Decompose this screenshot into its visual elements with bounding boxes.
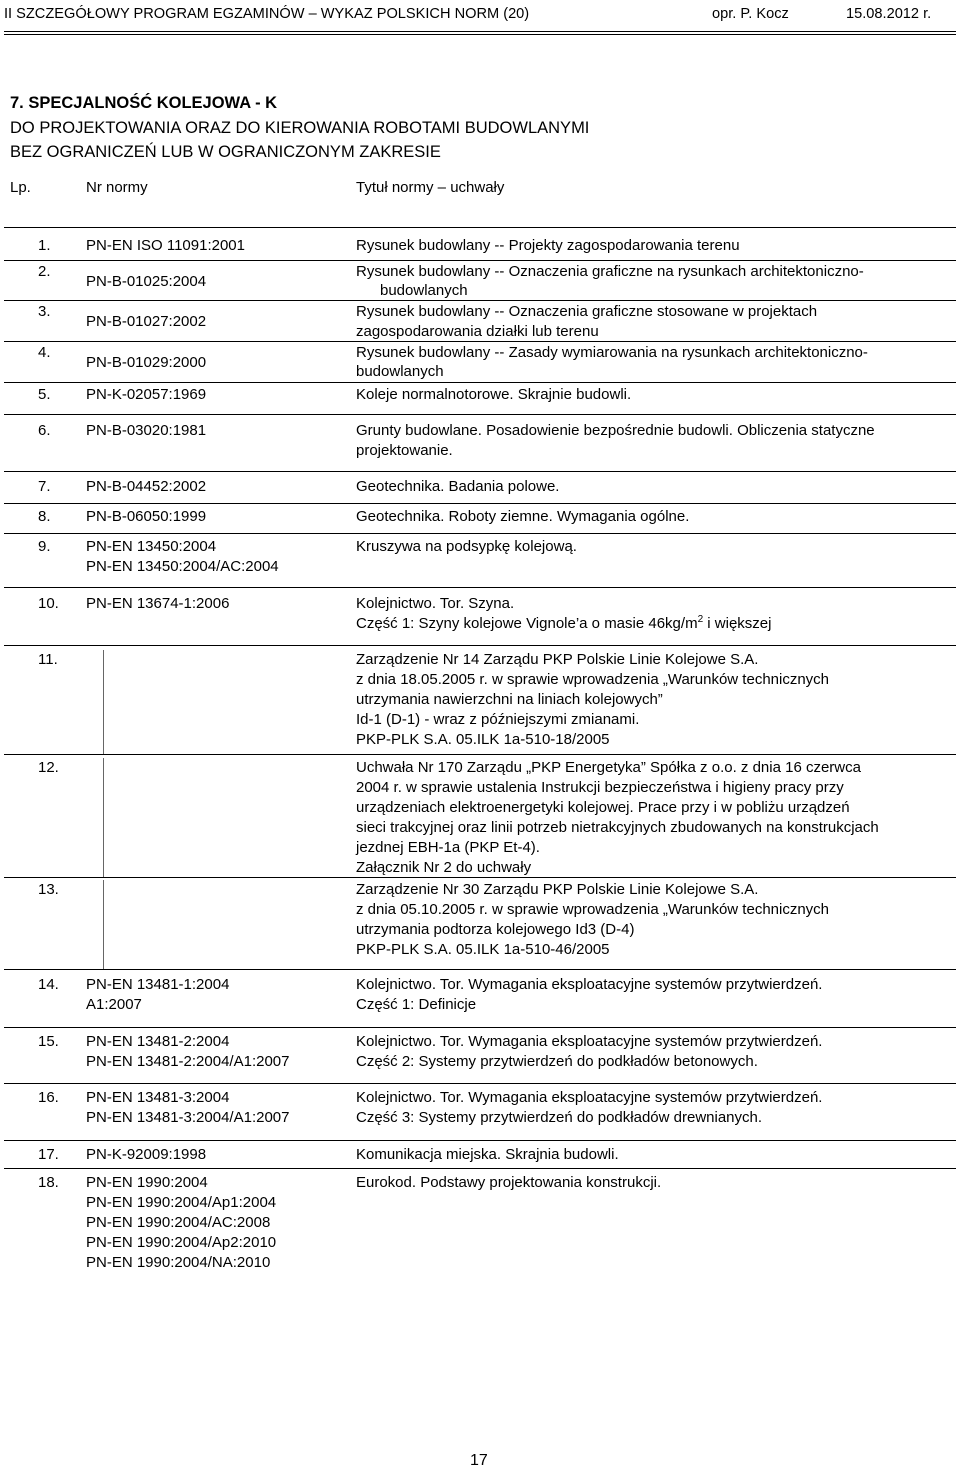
row-number: 18.	[38, 1174, 59, 1191]
section-heading	[10, 91, 589, 165]
norm-title-cont: budowlanych	[356, 363, 444, 380]
norm-number-cont: PN-EN 13481-3:2004/A1:2007	[86, 1109, 290, 1126]
header-rule	[4, 31, 956, 32]
row-number: 13.	[38, 881, 59, 898]
norm-title: Geotechnika. Badania polowe.	[356, 478, 560, 495]
norm-title-cont: Id-1 (D-1) - wraz z późniejszymi zmianami.	[356, 711, 640, 728]
norm-title: Kolejnictwo. Tor. Wymagania eksploatacyjne systemów przytwierdzeń.	[356, 976, 823, 993]
row-separator	[4, 471, 956, 472]
column-header-title: Tytuł normy – uchwały	[356, 179, 505, 196]
norm-title-cont: utrzymania podtorza kolejowego Id3 (D-4)	[356, 921, 635, 938]
norm-number-cont: PN-EN 1990:2004/Ap1:2004	[86, 1194, 277, 1211]
row-separator	[4, 969, 956, 970]
norm-number: PN-K-02057:1969	[86, 386, 207, 403]
superscript: 2	[697, 614, 704, 625]
row-separator	[4, 503, 956, 504]
norm-number: PN-B-01025:2004	[86, 273, 207, 290]
norm-title-cont	[356, 614, 771, 634]
row-number: 11.	[38, 651, 58, 668]
row-separator	[4, 300, 956, 301]
norm-title-cont: Część 1: Definicje	[356, 996, 477, 1013]
norm-number: PN-K-92009:1998	[86, 1146, 207, 1163]
rail-mass-text: Część 1: Szyny kolejowe Vignole’a o masie 46kg/m	[356, 615, 698, 632]
norm-title-cont: 2004 r. w sprawie ustalenia Instrukcji bezpieczeństwa i higieny pracy przy	[356, 779, 844, 796]
norm-title: Rysunek budowlany -- Oznaczenia graficzne na rysunkach architektoniczno-	[356, 263, 864, 280]
norm-title-cont: urządzeniach elektroenergetyki kolejowej. Prace przy i w pobliżu urządzeń	[356, 799, 850, 816]
norm-number-cont: PN-EN 13481-2:2004/A1:2007	[86, 1053, 290, 1070]
norm-number: PN-B-01027:2002	[86, 313, 207, 330]
norm-title: Eurokod. Podstawy projektowania konstrukcji.	[356, 1174, 662, 1191]
section-title: 7. SPECJALNOŚĆ KOLEJOWA - K	[10, 94, 278, 112]
row-separator	[4, 414, 956, 415]
row-separator	[4, 1168, 956, 1169]
section-subtitle-2: BEZ OGRANICZEŃ LUB W OGRANICZONYM ZAKRESIE	[10, 143, 441, 161]
row-number: 2.	[38, 263, 51, 280]
row-separator	[4, 754, 956, 755]
norm-title: Koleje normalnotorowe. Skrajnie budowli.	[356, 386, 632, 403]
norm-title-cont: jezdnej EBH-1a (PKP Et-4).	[356, 839, 540, 856]
row-separator	[4, 587, 956, 588]
norm-number: PN-B-03020:1981	[86, 422, 207, 439]
norm-title-cont: Część 2: Systemy przytwierdzeń do podkładów betonowych.	[356, 1053, 758, 1070]
norm-number: PN-B-06050:1999	[86, 508, 207, 525]
norm-title-cont: Załącznik Nr 2 do uchwały	[356, 859, 532, 876]
norm-title: Rysunek budowlany -- Projekty zagospodarowania terenu	[356, 237, 740, 254]
rail-mass-suffix: i większej	[703, 615, 772, 632]
norm-title: Kruszywa na podsypkę kolejową.	[356, 538, 577, 555]
norm-title: Rysunek budowlany -- Oznaczenia graficzne stosowane w projektach	[356, 303, 818, 320]
row-number: 10.	[38, 595, 59, 612]
row-number: 12.	[38, 759, 59, 776]
norm-number: PN-EN ISO 11091:2001	[86, 237, 245, 254]
norm-title: Uchwała Nr 170 Zarządu „PKP Energetyka” Spółka z o.o. z dnia 16 czerwca	[356, 759, 861, 776]
row-number: 3.	[38, 303, 51, 320]
section-subtitle-1: DO PROJEKTOWANIA ORAZ DO KIEROWANIA ROBOTAMI BUDOWLANYMI	[10, 118, 590, 137]
row-number: 6.	[38, 422, 51, 439]
norm-title: Kolejnictwo. Tor. Wymagania eksploatacyjne systemów przytwierdzeń.	[356, 1033, 823, 1050]
header-title: II SZCZEGÓŁOWY PROGRAM EGZAMINÓW – WYKAZ POLSKICH NORM (20)	[4, 6, 530, 22]
row-separator	[4, 260, 956, 261]
norm-number-cont: A1:2007	[86, 996, 142, 1013]
row-separator	[4, 341, 956, 342]
header-author: opr. P. Kocz	[712, 6, 789, 22]
column-header-norm: Nr normy	[86, 179, 148, 196]
row-number: 16.	[38, 1089, 59, 1106]
row-separator	[4, 533, 956, 534]
row-separator	[4, 645, 956, 646]
norm-title-cont: PKP-PLK S.A. 05.ILK 1a-510-46/2005	[356, 941, 610, 958]
table-separator	[4, 227, 956, 228]
header-date: 15.08.2012 r.	[846, 6, 932, 22]
row-number: 9.	[38, 538, 51, 555]
row-number: 4.	[38, 344, 51, 361]
norm-title-cont: sieci trakcyjnej oraz linii potrzeb nietrakcyjnych zbudowanych na konstrukcjach	[356, 819, 879, 836]
norm-title: Kolejnictwo. Tor. Szyna.	[356, 595, 515, 612]
row-separator	[4, 1083, 956, 1084]
norm-title-cont: z dnia 18.05.2005 r. w sprawie wprowadzenia „Warunków technicznych	[356, 671, 830, 688]
norm-title: Komunikacja miejska. Skrajnia budowli.	[356, 1146, 619, 1163]
norm-title: Kolejnictwo. Tor. Wymagania eksploatacyjne systemów przytwierdzeń.	[356, 1089, 823, 1106]
norm-number-cont: PN-EN 13450:2004/AC:2004	[86, 558, 279, 575]
norm-title: Zarządzenie Nr 30 Zarządu PKP Polskie Linie Kolejowe S.A.	[356, 881, 759, 898]
page-number: 17	[470, 1452, 488, 1469]
norm-number: PN-B-01029:2000	[86, 354, 207, 371]
row-number: 1.	[38, 237, 51, 254]
row-number: 15.	[38, 1033, 59, 1050]
norm-title-cont: utrzymania nawierzchni na liniach kolejowych”	[356, 691, 663, 708]
norm-title-cont: budowlanych	[380, 282, 468, 299]
row-separator	[4, 1140, 956, 1141]
norm-number-cont: PN-EN 1990:2004/Ap2:2010	[86, 1234, 277, 1251]
row-separator	[4, 382, 956, 383]
norm-number: PN-EN 13481-1:2004	[86, 976, 230, 993]
norm-number: PN-EN 13674-1:2006	[86, 595, 230, 612]
norm-number: PN-EN 13481-2:2004	[86, 1033, 230, 1050]
norm-title: Grunty budowlane. Posadowienie bezpośrednie budowli. Obliczenia statyczne	[356, 422, 875, 439]
norm-number: PN-B-04452:2002	[86, 478, 207, 495]
norm-title: Geotechnika. Roboty ziemne. Wymagania ogólne.	[356, 508, 690, 525]
column-rule	[103, 758, 104, 877]
norm-title: Zarządzenie Nr 14 Zarządu PKP Polskie Linie Kolejowe S.A.	[356, 651, 759, 668]
norm-title-cont: Część 3: Systemy przytwierdzeń do podkładów drewnianych.	[356, 1109, 763, 1126]
norm-number: PN-EN 13450:2004	[86, 538, 217, 555]
norm-title-cont: PKP-PLK S.A. 05.ILK 1a-510-18/2005	[356, 731, 610, 748]
norm-title-cont: z dnia 05.10.2005 r. w sprawie wprowadzenia „Warunków technicznych	[356, 901, 830, 918]
row-number: 8.	[38, 508, 51, 525]
norm-number: PN-EN 13481-3:2004	[86, 1089, 230, 1106]
row-number: 17.	[38, 1146, 59, 1163]
column-rule	[103, 650, 104, 754]
norm-number-cont: PN-EN 1990:2004/NA:2010	[86, 1254, 271, 1271]
row-separator	[4, 877, 956, 878]
header-rule-thin	[4, 34, 956, 35]
norm-title-cont: projektowanie.	[356, 442, 453, 459]
norm-title-cont: zagospodarowania działki lub terenu	[356, 323, 599, 340]
row-separator	[4, 1027, 956, 1028]
row-number: 14.	[38, 976, 59, 993]
row-number: 7.	[38, 478, 51, 495]
norm-number: PN-EN 1990:2004	[86, 1174, 208, 1191]
norm-number-cont: PN-EN 1990:2004/AC:2008	[86, 1214, 271, 1231]
norm-title: Rysunek budowlany -- Zasady wymiarowania na rysunkach architektoniczno-	[356, 344, 868, 361]
running-header	[4, 4, 956, 30]
row-number: 5.	[38, 386, 51, 403]
column-rule	[103, 880, 104, 969]
column-header-lp: Lp.	[10, 179, 31, 196]
